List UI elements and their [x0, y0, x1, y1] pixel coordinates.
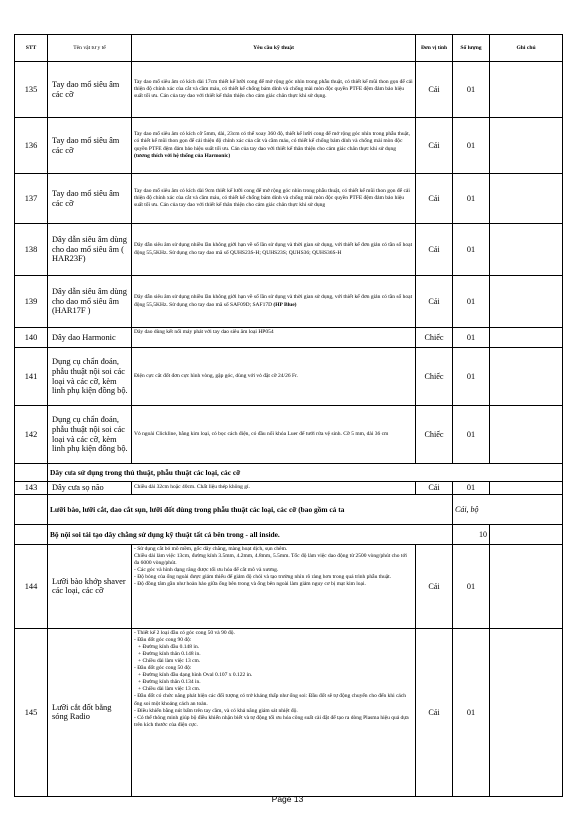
section-title: Bộ nội soi tái tạo dây chằng sử dụng kỹ thuật tất cả bên trong - all inside.	[48, 524, 453, 544]
row-requirements: Tay dao mổ siêu âm có kích dài 9cm thiết kế lưỡi cong để mở rộng góc nhìn trong phẫu thuật, có thiết kế mũi thon gọn để cải thiện độ chính xác của cắt và cầm máu, có thiết kế chống bám dính và chống mài mòn độc quyền PTFE đệm đảm bảo hiệu suất tối ưu. Cán của tay dao với thiết kế thân thiện cho cảm giác chân thực khi sử dụng	[132, 174, 416, 224]
requirement-line: - Đầu đốt góc cong 90 độ:	[134, 636, 192, 643]
table-row	[15, 544, 563, 628]
row-name: Dây dao Harmonic	[48, 328, 132, 348]
row-name: Tay dao mổ siêu âm các cỡ	[48, 62, 132, 118]
requirement-line: + Đường kính đầu 0.148 in.	[138, 643, 200, 650]
row-quantity: 01	[453, 174, 490, 224]
row-requirements: Vỏ ngoài Clickline, bằng kim loại, có bọc cách điện, có đầu nối khóa Luer để tưới rửa vệ sinh. Cỡ 5 mm, dài 36 cm	[132, 406, 416, 464]
row-requirements	[132, 118, 416, 174]
row-name: Dây cưa sọ não	[48, 482, 132, 495]
row-stt: 139	[15, 276, 48, 328]
row-stt: 145	[15, 628, 48, 796]
row-unit: Cái	[416, 276, 453, 328]
table-row	[15, 174, 563, 224]
row-unit: Cái	[416, 118, 453, 174]
requirement-line: - Độ đồng tâm gần như hoàn hảo giữa ống bên trong và ống bên ngoài làm giảm nguy cơ bị mạt kim loại.	[134, 581, 366, 588]
row-note	[490, 328, 563, 348]
row-unit: Cái	[416, 174, 453, 224]
header-name: Tên vật tư y tế	[48, 35, 132, 62]
row-note	[490, 406, 563, 464]
row-unit: Cái	[416, 224, 453, 276]
table-row	[15, 406, 563, 464]
row-note	[490, 628, 563, 796]
row-requirements	[132, 628, 416, 796]
row-stt: 140	[15, 328, 48, 348]
requirement-line: - Sử dụng cắt bỏ mô mềm, gốc dây chằng, màng hoạt dịch, sụn chêm.	[134, 545, 288, 552]
requirement-line: + Đường kính thân 0.134 in.	[138, 679, 201, 686]
section-title: Lưỡi bào, lưỡi cắt, dao cắt sụn, lưỡi đốt dùng trong phẫu thuật các loại, các cỡ (bao gồm cả ta	[48, 494, 453, 524]
row-stt: 138	[15, 224, 48, 276]
row-requirements: Dây dao dùng kết nối máy phát với tay dao siêu âm loại HP054	[132, 328, 416, 348]
row-requirements-text: Dây dẫn siêu âm sử dụng nhiều lần không giới hạn về số lần sử dụng và thời gian sử dụng, với thiết kế đơn giản có tần số hoạt động 55,5KHz. Sử dụng cho tay dao mã số SAF09D; SAF17D	[134, 294, 413, 308]
row-requirements-text: Tay dao mổ siêu âm có kích cỡ 5mm, dài, 23cm có thể xoay 360 độ, thiết kế lưỡi cong để mở rộng góc nhìn trong phẫu thuật, có thiết kế mũi thon gọn để cải thiện độ chính xác của cắt và cầm máu, có thiết kế chống bám dính và chống mài mòn độc quyền PTFE đệm đảm bảo hiệu suất tối ưu. Cán của tay dao với thiết kế thân thiện cho cảm giác chân thực khi sử dụng	[134, 131, 411, 152]
header-note: Ghi chú	[490, 35, 563, 62]
table-row	[15, 482, 563, 495]
table-row	[15, 224, 563, 276]
row-requirements: Điện cực cắt đốt đơn cực hình vòng, gập góc, dùng với vỏ đặt cỡ 24/26 Fr.	[132, 348, 416, 406]
row-unit: Chiếc	[416, 406, 453, 464]
table-row	[15, 118, 563, 174]
row-name: Lưỡi cắt đốt bằng sóng Radio	[48, 628, 132, 796]
row-note	[490, 276, 563, 328]
row-stt: 144	[15, 544, 48, 628]
row-name: Dây dẫn siêu âm dùng cho dao mổ siêu âm ( HAR23F)	[48, 224, 132, 276]
header-stt: STT	[15, 35, 48, 62]
requirement-line: - Đầu đốt có chức năng phát hiện các đối tượng có trở kháng thấp như ống soi: Đầu đốt sẽ tự động chuyển cho đến khi cách ống soi một khoảng cách an toàn.	[134, 693, 407, 707]
row-stt: 142	[15, 406, 48, 464]
requirement-line: - Có thể thông minh giúp bộ điều khiển nhận biết và tự động tối ưu hóa công suất cài đặt để tạo ra dòng Plasma hiệu quả dựa trên kích thước của điện cực.	[134, 714, 409, 728]
row-quantity: 01	[453, 328, 490, 348]
requirement-line: - Đầu đốt góc cong 50 độ:	[134, 665, 192, 672]
row-unit: Chiếc	[416, 328, 453, 348]
table-row	[15, 62, 563, 118]
section-title: Dây cưa sử dụng trong thủ thuật, phẫu thuật các loại, các cỡ	[48, 464, 563, 482]
row-name: Lưỡi bào khớp shaver các loại, các cỡ	[48, 544, 132, 628]
table-row	[15, 348, 563, 406]
row-note	[490, 62, 563, 118]
row-requirements	[132, 276, 416, 328]
row-quantity: 01	[453, 628, 490, 796]
section-note	[490, 524, 563, 544]
row-note	[490, 118, 563, 174]
row-stt: 136	[15, 118, 48, 174]
table-row	[15, 328, 563, 348]
row-stt: 137	[15, 174, 48, 224]
section-row	[15, 524, 563, 544]
header-requirements: Yêu cầu kỹ thuật	[132, 35, 416, 62]
row-name: Dây dẫn siêu âm dùng cho dao mổ siêu âm (HAR17F )	[48, 276, 132, 328]
row-requirements-bold: (tương thích với hệ thống của Harmonic)	[134, 152, 231, 159]
row-note	[490, 348, 563, 406]
row-quantity: 01	[453, 62, 490, 118]
section-stt	[15, 464, 48, 482]
row-note	[490, 174, 563, 224]
row-note	[490, 224, 563, 276]
row-requirements-bold: (HP Blue)	[273, 301, 297, 308]
requirement-line: - Các góc và hình dạng răng được tối ưu hóa để cắt mô và xương.	[134, 566, 279, 573]
requirement-line: - Điều khiển bằng nút bấm trên tay cầm, và có khả năng giám sát nhiệt độ.	[134, 707, 298, 714]
requirement-line: - Thiết kế 2 loại đầu có góc cong 50 và 90 độ.	[134, 629, 235, 636]
row-stt: 141	[15, 348, 48, 406]
row-note	[490, 544, 563, 628]
table-row	[15, 628, 563, 796]
requirements-table	[14, 34, 563, 797]
row-unit: Chiếc	[416, 348, 453, 406]
row-unit: Cái	[416, 544, 453, 628]
row-quantity: 01	[453, 544, 490, 628]
row-note	[490, 482, 563, 495]
row-unit: Cái	[416, 628, 453, 796]
requirement-line: + Chiều dài làm việc 13 cm.	[138, 686, 201, 693]
header-quantity: Số lượng	[453, 35, 490, 62]
row-quantity: 01	[453, 348, 490, 406]
row-quantity: 01	[453, 224, 490, 276]
row-quantity: 01	[453, 118, 490, 174]
row-requirements: Tay dao mổ siêu âm có kích dài 17cm thiết kế lưỡi cong để mở rộng góc nhìn trong phẫu thuật, có thiết kế mũi thon gọn để cải thiện độ chính xác của cắt và cầm máu, có thiết kế chống bám dính và chống mài mòn độc quyền PTFE đệm đảm bảo hiệu suất tối ưu. Cán của tay dao với thiết kế thân thiện cho cảm giác chân thực khi sử dụng.	[132, 62, 416, 118]
row-unit: Cái	[416, 62, 453, 118]
section-row	[15, 464, 563, 482]
section-stt	[15, 524, 48, 544]
requirement-line: Chiều dài làm việc 13cm, đường kính 3.5mm, 4.2mm, 4.8mm, 5.5mm. Tốc độ làm việc dao động từ 2500 vòng/phút cho tới đa 6000 vòng/phút.	[134, 552, 407, 566]
row-quantity: 01	[453, 406, 490, 464]
page-number: Page 13	[271, 794, 304, 804]
requirement-line: - Độ bóng của ống ngoài được giảm thiểu để giảm độ chói và tạo trường nhìn rõ ràng hơn trong quá trình phẫu thuật.	[134, 573, 392, 580]
requirement-line: + Đường kính thân 0.148 in.	[138, 650, 201, 657]
table-row	[15, 276, 563, 328]
section-qty: 10	[453, 524, 490, 544]
row-quantity: 01	[453, 482, 490, 495]
row-name: Tay dao mổ siêu âm các cỡ	[48, 118, 132, 174]
row-requirements	[132, 544, 416, 628]
row-stt: 135	[15, 62, 48, 118]
section-unit: Cái, bộ	[453, 494, 563, 524]
row-name: Tay dao mổ siêu âm các cỡ	[48, 174, 132, 224]
row-quantity: 01	[453, 276, 490, 328]
requirement-line: + Chiều dài làm việc 13 cm.	[138, 657, 201, 664]
row-requirements: Dây dẫn siêu âm sử dụng nhiều lần không giới hạn về số lần sử dụng và thời gian sử dụng, với thiết kế đơn giản có tần số hoạt động 55,5KHz. Sử dụng cho tay dao mã số QUHS23S-H; QUHS23S; QUHS36; QUHS36S-H	[132, 224, 416, 276]
row-name: Dụng cụ chẩn đoán, phẫu thuật nội soi các loại và các cỡ, kèm linh phụ kiện đồng bộ.	[48, 348, 132, 406]
section-row	[15, 494, 563, 524]
row-stt: 143	[15, 482, 48, 495]
section-stt	[15, 494, 48, 524]
row-name: Dụng cụ chẩn đoán, phẫu thuật nội soi các loại và các cỡ, kèm linh phụ kiện đồng bộ.	[48, 406, 132, 464]
header-unit: Đơn vị tính	[416, 35, 453, 62]
row-requirements: Chiều dài 32cm hoặc 40cm. Chất liệu thép không gỉ.	[132, 482, 416, 495]
requirement-line: + Đường kính đầu dạng hình Oval 0.107 x 0.122 in.	[138, 672, 253, 679]
table-header-row	[15, 35, 563, 62]
row-unit: Cái	[416, 482, 453, 495]
